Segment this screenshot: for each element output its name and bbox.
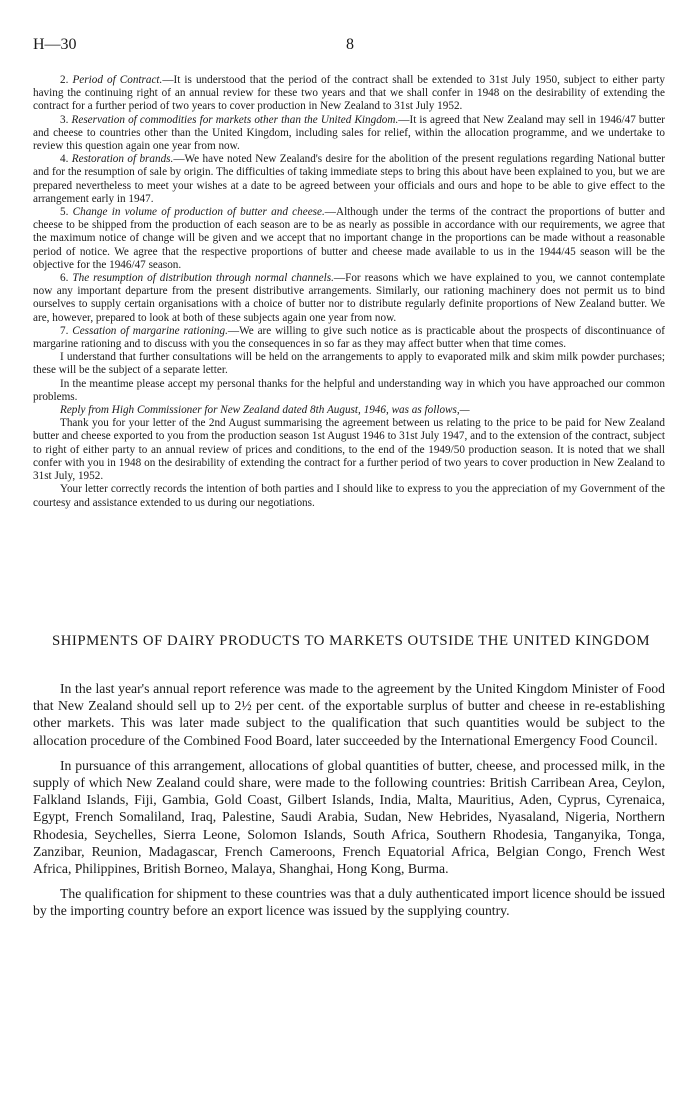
page-reference: H—30 — [33, 36, 77, 53]
reply-paragraph-2: Your letter correctly records the intention of both parties and I should like to express to you the appreciation of my Government of the courtesy and assistance extended to us during our negotiations. — [33, 483, 665, 509]
reply-heading: Reply from High Commissioner for New Zealand dated 8th August, 1946, was as follows,— — [60, 404, 470, 417]
reply-paragraph-1: Thank you for your letter of the 2nd August summarising the agreement between us relating to the price to be paid for New Zealand butter and cheese exported to you from the production season 1st August 1946 to 31st July 1947, and to the extension of the contract, subject to right of either party to an annual review of prices and conditions, to the end of the 1949/50 production season. It is noted that we shall confer with you in 1948 on the desirability of extending the contract for a further period of two years to cover production in New Zealand to 31st July, 1952. — [33, 417, 665, 483]
paragraph-change-in-volume: 5. Change in volume of production of butter and cheese.—Although under the terms of the contract the proportions of butter and cheese to be shipped from the production of each season are to be as nearly as possible in accordance with our requirements, we agree that the maximum notice of change will be given and we accept that no important change in the proportions can be made without a reasonable period of notice. We agree that the respective proportions of butter and cheese made available to us in the 1944/45 season will be the objective for the 1946/47 season. — [33, 206, 665, 271]
section-paragraph-1: In the last year's annual report reference was made to the agreement by the United Kingdom Minister of Food that New Zealand should sell up to 2½ per cent. of the exportable surplus of butter and cheese in re-establishing other markets. This was later made subject to the qualification that such quantities would be subject to the allocation procedure of the Combined Food Board, later succeeded by the International Emergency Food Council. — [33, 681, 665, 748]
paragraph-margarine-rationing: 7. Cessation of margarine rationing.—We are willing to give such notice as is practicable about the prospects of discontinuance of margarine rationing and to discuss with you the consequences in so far as they may affect butter when that time comes. — [33, 324, 666, 351]
paragraph-reservation: 3. Reservation of commodities for markets other than the United Kingdom.—It is agreed that New Zealand may sell in 1946/47 butter and cheese to countries other than the United Kingdom, including sales for relief, within the allocation programme, and we undertake to review this question again one year from now. — [33, 113, 666, 153]
paragraph-title: Restoration of brands. — [71, 153, 174, 166]
paragraph-thanks: In the meantime please accept my personal thanks for the helpful and understanding way in which you have approached our common problems. — [33, 377, 665, 403]
section-paragraph-3: The qualification for shipment to these countries was that a duly authenticated import licence should be issued by the importing country before an export licence was issued by the supplying country. — [33, 886, 665, 919]
paragraph-resumption-of-distribution: 6. The resumption of distribution through normal channels.—For reasons which we have explained to you, we cannot contemplate now any important departure from the present distributive arrangements. Similarly, our rationing machinery does not permit us to bind ourselves to supply certain organisations with a choice of butter nor to distribute regularly definite proportions of New Zealand butter. We are, however, prepared to look at both of these subjects again one year from now. — [33, 272, 665, 324]
page-number: 8 — [346, 36, 354, 53]
paragraph-title: Change in volume of production of butter and cheese. — [72, 206, 325, 219]
paragraph-title: Period of Contract. — [72, 74, 163, 86]
section-heading: SHIPMENTS OF DAIRY PRODUCTS TO MARKETS OUTSIDE THE UNITED KINGDOM — [52, 633, 650, 649]
paragraph-title: Reservation of commodities for markets other than the United Kingdom. — [71, 113, 399, 126]
section-body — [33, 680, 665, 928]
section-paragraph-2: In pursuance of this arrangement, allocations of global quantities of butter, cheese, and processed milk, in the supply of which New Zealand could share, were made to the following countries: British Carribean Area, Ceylon, Falkland Islands, Fiji, Gambia, Gold Coast, Gilbert Islands, India, Malta, Mauritius, Aden, Cyprus, Cyrenaica, Egypt, French Somaliland, Iraq, Palestine, Saudi Arabia, Sudan, New Hebrides, Nyasaland, Nigeria, Northern Rhodesia, Seychelles, Sierra Leone, Solomon Islands, South Africa, Southern Rhodesia, Tanganyika, Tonga, Zanzibar, Reunion, Madagascar, French Cameroons, French Equatorial Africa, Belgian Congo, French West Africa, Philippines, British Borneo, Malaya, Shanghai, Hong Kong, Burma. — [33, 757, 665, 877]
paragraph-period-of-contract: 2. Period of Contract.—It is understood that the period of the contract shall be extended to 31st July 1950, subject to either party having the continuing right of an annual review for these two years and that we shall confer in 1948 on the desirability of extending the contract for a further period of two years to cover production in New Zealand to 31st July 1952. — [33, 74, 666, 113]
paragraph-restoration-of-brands: 4. Restoration of brands.—We have noted New Zealand's desire for the abolition of the present regulations regarding National butter and for the resumption of sale by origin. The difficulties of taking immediate steps to bring this about have been explained to you, but we are prepared nevertheless to meet your wishes at a date to be agreed between your officials and ours and hope to be able to give effect to the arrangement early in 1947. — [33, 153, 665, 205]
paragraph-title: Cessation of margarine rationing. — [72, 324, 228, 337]
paragraph-title: The resumption of distribution through normal channels. — [72, 272, 334, 285]
paragraph-further-consultations: I understand that further consultations will be held on the arrangements to apply to evaporated milk and skim milk powder purchases; these will be the subject of a separate letter. — [33, 351, 665, 377]
letter-body — [33, 74, 665, 510]
